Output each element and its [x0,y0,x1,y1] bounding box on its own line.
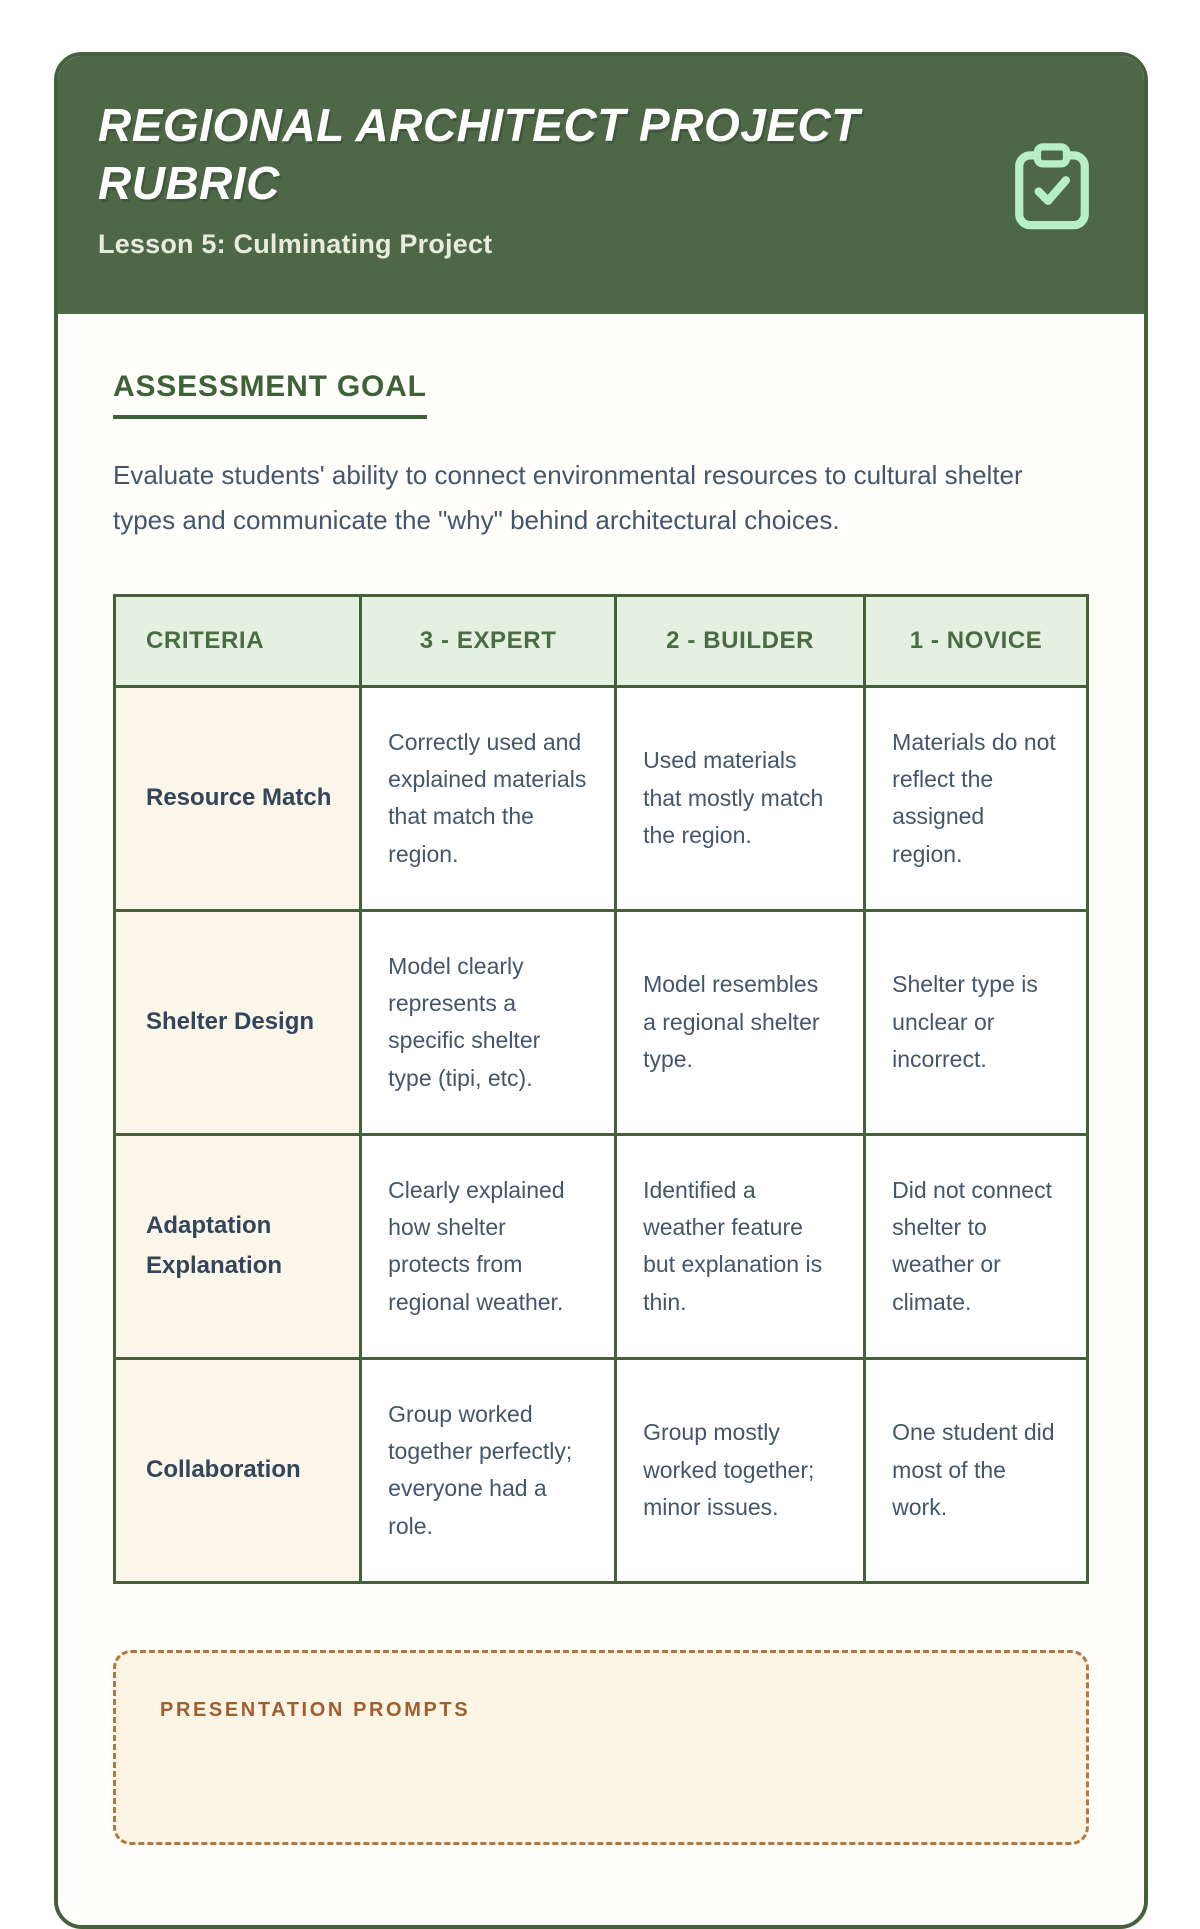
document-header [58,56,1144,314]
column-header-criteria: CRITERIA [115,595,361,686]
page-title: REGIONAL ARCHITECT PROJECT RUBRIC [98,99,860,210]
table-row [115,910,1088,1134]
rubric-cell: Used materials that mostly match the region. [616,686,865,910]
rubric-cell: Model resembles a regional shelter type. [616,910,865,1134]
rubric-cell: Did not connect shelter to weather or climate. [865,1134,1088,1358]
assessment-goal-heading: ASSESSMENT GOAL [113,370,427,419]
criteria-label: Resource Match [115,686,361,910]
rubric-table [113,594,1089,1584]
presentation-prompts-heading: PRESENTATION PROMPTS [160,1698,471,1721]
table-header-row [115,595,1088,686]
rubric-cell: One student did most of the work. [865,1358,1088,1582]
rubric-cell: Identified a weather feature but explanation is thin. [616,1134,865,1358]
assessment-goal-text: Evaluate students' ability to connect environmental resources to cultural shelter types and communicate the "why" behind architectural choices. [113,459,1023,536]
table-row [115,686,1088,910]
page-subtitle: Lesson 5: Culminating Project [98,228,493,259]
presentation-prompts-box [113,1650,1089,1845]
rubric-cell: Group worked together perfectly; everyone had a role. [361,1358,616,1582]
table-row [115,1134,1088,1358]
column-header-expert: 3 - EXPERT [361,595,616,686]
criteria-label: Collaboration [115,1358,361,1582]
rubric-cell: Clearly explained how shelter protects from regional weather. [361,1134,616,1358]
rubric-cell: Correctly used and explained materials that match the region. [361,686,616,910]
column-header-builder: 2 - BUILDER [616,595,865,686]
rubric-cell: Materials do not reflect the assigned region. [865,686,1088,910]
criteria-label: Adaptation Explanation [115,1134,361,1358]
document-body [58,314,1144,1925]
rubric-document-card [54,52,1148,1929]
column-header-novice: 1 - NOVICE [865,595,1088,686]
criteria-label: Shelter Design [115,910,361,1134]
rubric-cell: Model clearly represents a specific shelter type (tipi, etc). [361,910,616,1134]
table-row [115,1358,1088,1582]
rubric-cell: Shelter type is unclear or incorrect. [865,910,1088,1134]
rubric-cell: Group mostly worked together; minor issues. [616,1358,865,1582]
clipboard-check-icon [1012,142,1092,235]
